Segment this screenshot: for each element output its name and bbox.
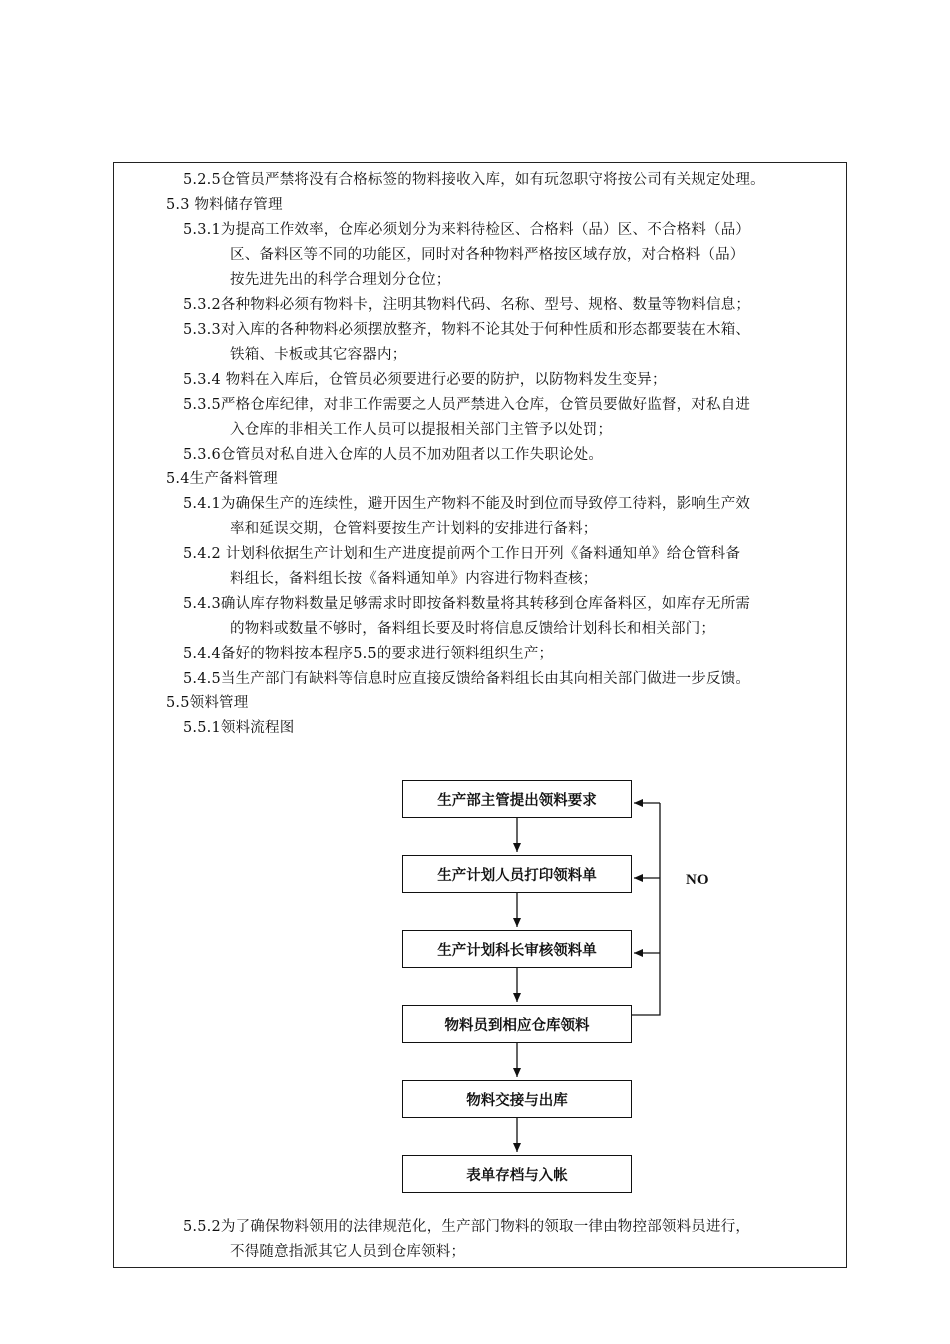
section-5-4-heading: 5.4生产备料管理	[166, 471, 278, 487]
flow-step-print-form: 生产计划人员打印领料单	[402, 855, 632, 893]
clause-5-3-5: 5.3.5严格仓库纪律，对非工作需要之人员严禁进入仓库，仓管员要做好监督，对私自进	[183, 397, 751, 413]
clause-5-4-5: 5.4.5当生产部门有缺料等信息时应直接反馈给备料组长由其向相关部门做进一步反馈。	[183, 671, 751, 687]
section-5-3-heading: 5.3 物料储存管理	[166, 197, 283, 213]
clause-5-3-4: 5.3.4 物料在入库后，仓管员必须要进行必要的防护，以防物料发生变异；	[183, 372, 667, 388]
flow-step-archive: 表单存档与入帐	[402, 1155, 632, 1193]
clause-5-5-2-cont: 不得随意指派其它人员到仓库领料；	[230, 1244, 466, 1260]
clause-5-4-3: 5.4.3确认库存物料数量足够需求时即按备料数量将其转移到仓库备料区，如库存无所需	[183, 596, 751, 612]
flow-step-review-form: 生产计划科长审核领料单	[402, 930, 632, 968]
clause-5-5-2: 5.5.2为了确保物料领用的法律规范化，生产部门物料的领取一律由物控部领料员进行，	[183, 1219, 751, 1235]
clause-5-3-1: 5.3.1为提高工作效率，仓库必须划分为来料待检区、合格料（品）区、不合格料（品）	[183, 222, 751, 238]
flow-step-request: 生产部主管提出领料要求	[402, 780, 632, 818]
flow-step-collect-material: 物料员到相应仓库领料	[402, 1005, 632, 1043]
clause-5-3-3: 5.3.3对入库的各种物料必须摆放整齐，物料不论其处于何种性质和形态都要装在木箱、	[183, 322, 751, 338]
clause-5-4-3-cont: 的物料或数量不够时，备料组长要及时将信息反馈给计划科长和相关部门；	[230, 621, 716, 637]
flow-step-handover: 物料交接与出库	[402, 1080, 632, 1118]
clause-5-4-1: 5.4.1为确保生产的连续性，避开因生产物料不能及时到位而导致停工待料，影响生产效	[183, 496, 751, 512]
clause-5-5-1: 5.5.1领料流程图	[183, 720, 295, 736]
clause-5-3-3-cont: 铁箱、卡板或其它容器内；	[230, 347, 407, 363]
feedback-loop-line	[632, 803, 660, 1015]
section-5-5-heading: 5.5领料管理	[166, 695, 249, 711]
clause-5-4-1-cont: 率和延误交期，仓管料要按生产计划料的安排进行备料；	[230, 521, 598, 537]
clause-5-3-2: 5.3.2各种物料必须有物料卡，注明其物料代码、名称、型号、规格、数量等物料信息；	[183, 297, 751, 313]
clause-5-3-1-cont-1: 区、备料区等不同的功能区，同时对各种物料严格按区域存放，对合格料（品）	[230, 247, 745, 263]
clause-5-4-2-cont: 料组长，备料组长按《备料通知单》内容进行物料查核；	[230, 571, 598, 587]
clause-5-4-4: 5.4.4备好的物料按本程序5.5的要求进行领料组织生产；	[183, 646, 554, 662]
clause-5-3-1-cont-2: 按先进先出的科学合理划分仓位；	[230, 272, 451, 288]
clause-5-4-2: 5.4.2 计划科依据生产计划和生产进度提前两个工作日开列《备料通知单》给仓管科备	[183, 546, 741, 562]
clause-5-2-5: 5.2.5仓管员严禁将没有合格标签的物料接收入库，如有玩忽职守将按公司有关规定处理。	[183, 172, 765, 188]
clause-5-3-5-cont: 入仓库的非相关工作人员可以提报相关部门主管予以处罚；	[230, 422, 613, 438]
clause-5-3-6: 5.3.6仓管员对私自进入仓库的人员不加劝阻者以工作失职论处。	[183, 447, 604, 463]
loop-no-label: NO	[686, 872, 709, 888]
